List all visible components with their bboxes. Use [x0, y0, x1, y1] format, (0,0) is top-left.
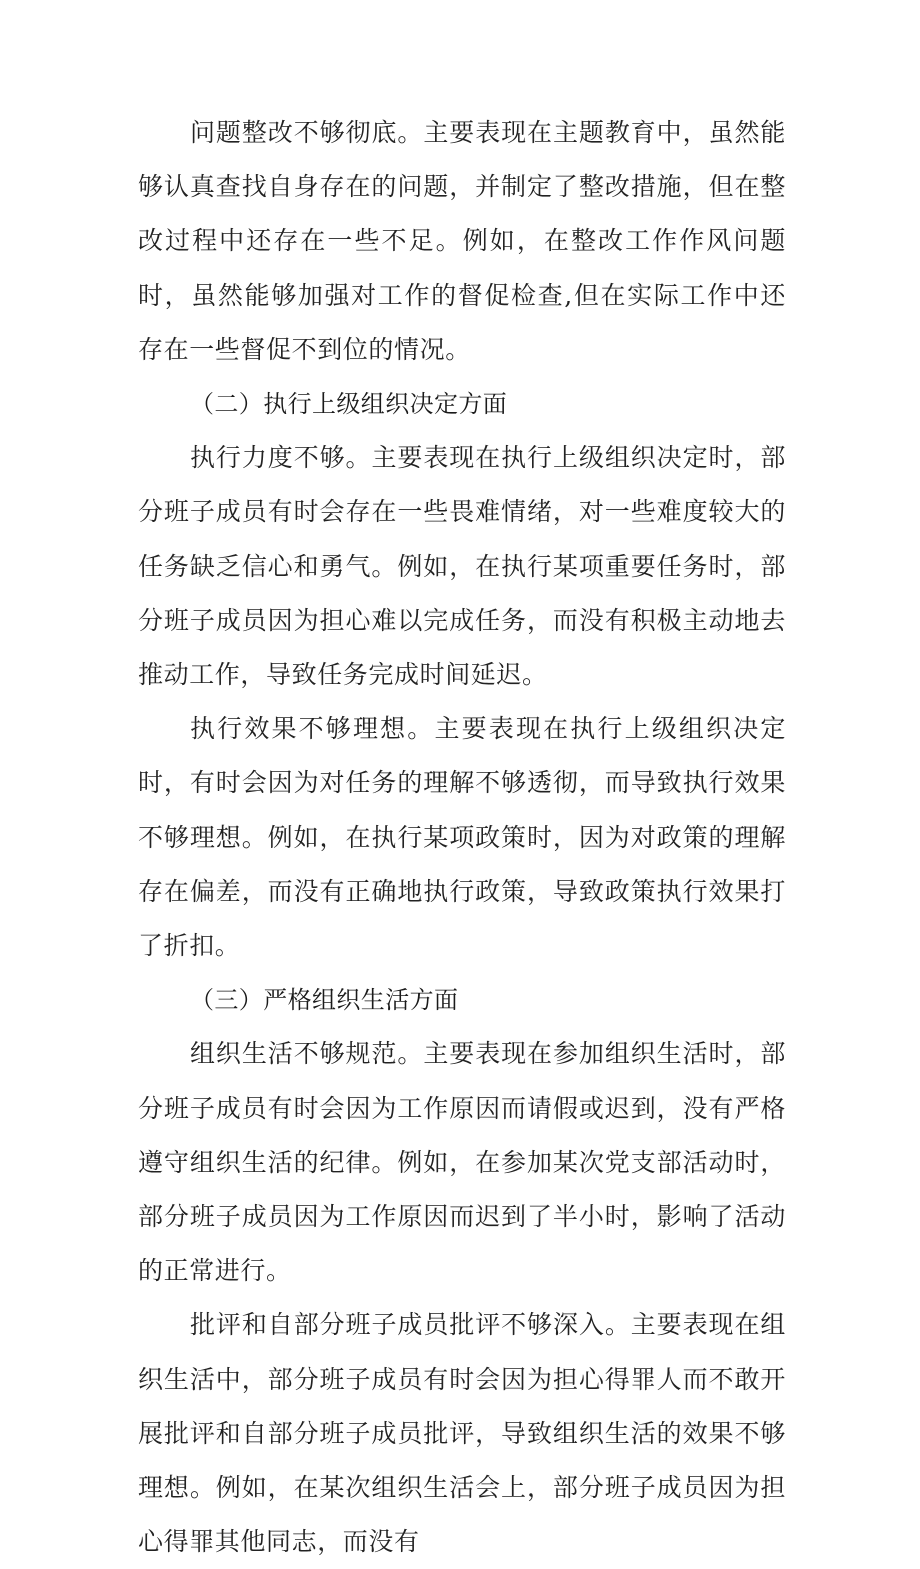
document-body — [138, 106, 786, 1569]
paragraph-criticism: 批评和自部分班子成员批评不够深入。主要表现在组织生活中，部分班子成员有时会因为担心得罪人而不敢开展批评和自部分班子成员批评，导致组织生活的效果不够理想。例如，在某次组织生活会上，部分班子成员因为担心得罪其他同志，而没有 — [138, 1310, 786, 1557]
section-heading-organizational-life: （三）严格组织生活方面 — [190, 986, 459, 1015]
paragraph-rectification: 问题整改不够彻底。主要表现在主题教育中，虽然能够认真查找自身存在的问题，并制定了整改措施，但在整改过程中还存在一些不足。例如，在整改工作作风问题时，虽然能够加强对工作的督促检查,但在实际工作中还存在一些督促不到位的情况。 — [138, 118, 786, 364]
paragraph-organizational-life: 组织生活不够规范。主要表现在参加组织生活时，部分班子成员有时会因为工作原因而请假或迟到，没有严格遵守组织生活的纪律。例如，在参加某次党支部活动时，部分班子成员因为工作原因而迟到了半小时，影响了活动的正常进行。 — [138, 1039, 786, 1286]
paragraph-execution-strength: 执行力度不够。主要表现在执行上级组织决定时，部分班子成员有时会存在一些畏难情绪，对一些难度较大的任务缺乏信心和勇气。例如，在执行某项重要任务时，部分班子成员因为担心难以完成任务，而没有积极主动地去推动工作，导致任务完成时间延迟。 — [138, 443, 786, 690]
section-heading-execution: （二）执行上级组织决定方面 — [190, 390, 508, 419]
paragraph-execution-effect: 执行效果不够理想。主要表现在执行上级组织决定时，有时会因为对任务的理解不够透彻，而导致执行效果不够理想。例如，在执行某项政策时，因为对政策的理解存在偏差，而没有正确地执行政策，导致政策执行效果打了折扣。 — [138, 714, 786, 961]
